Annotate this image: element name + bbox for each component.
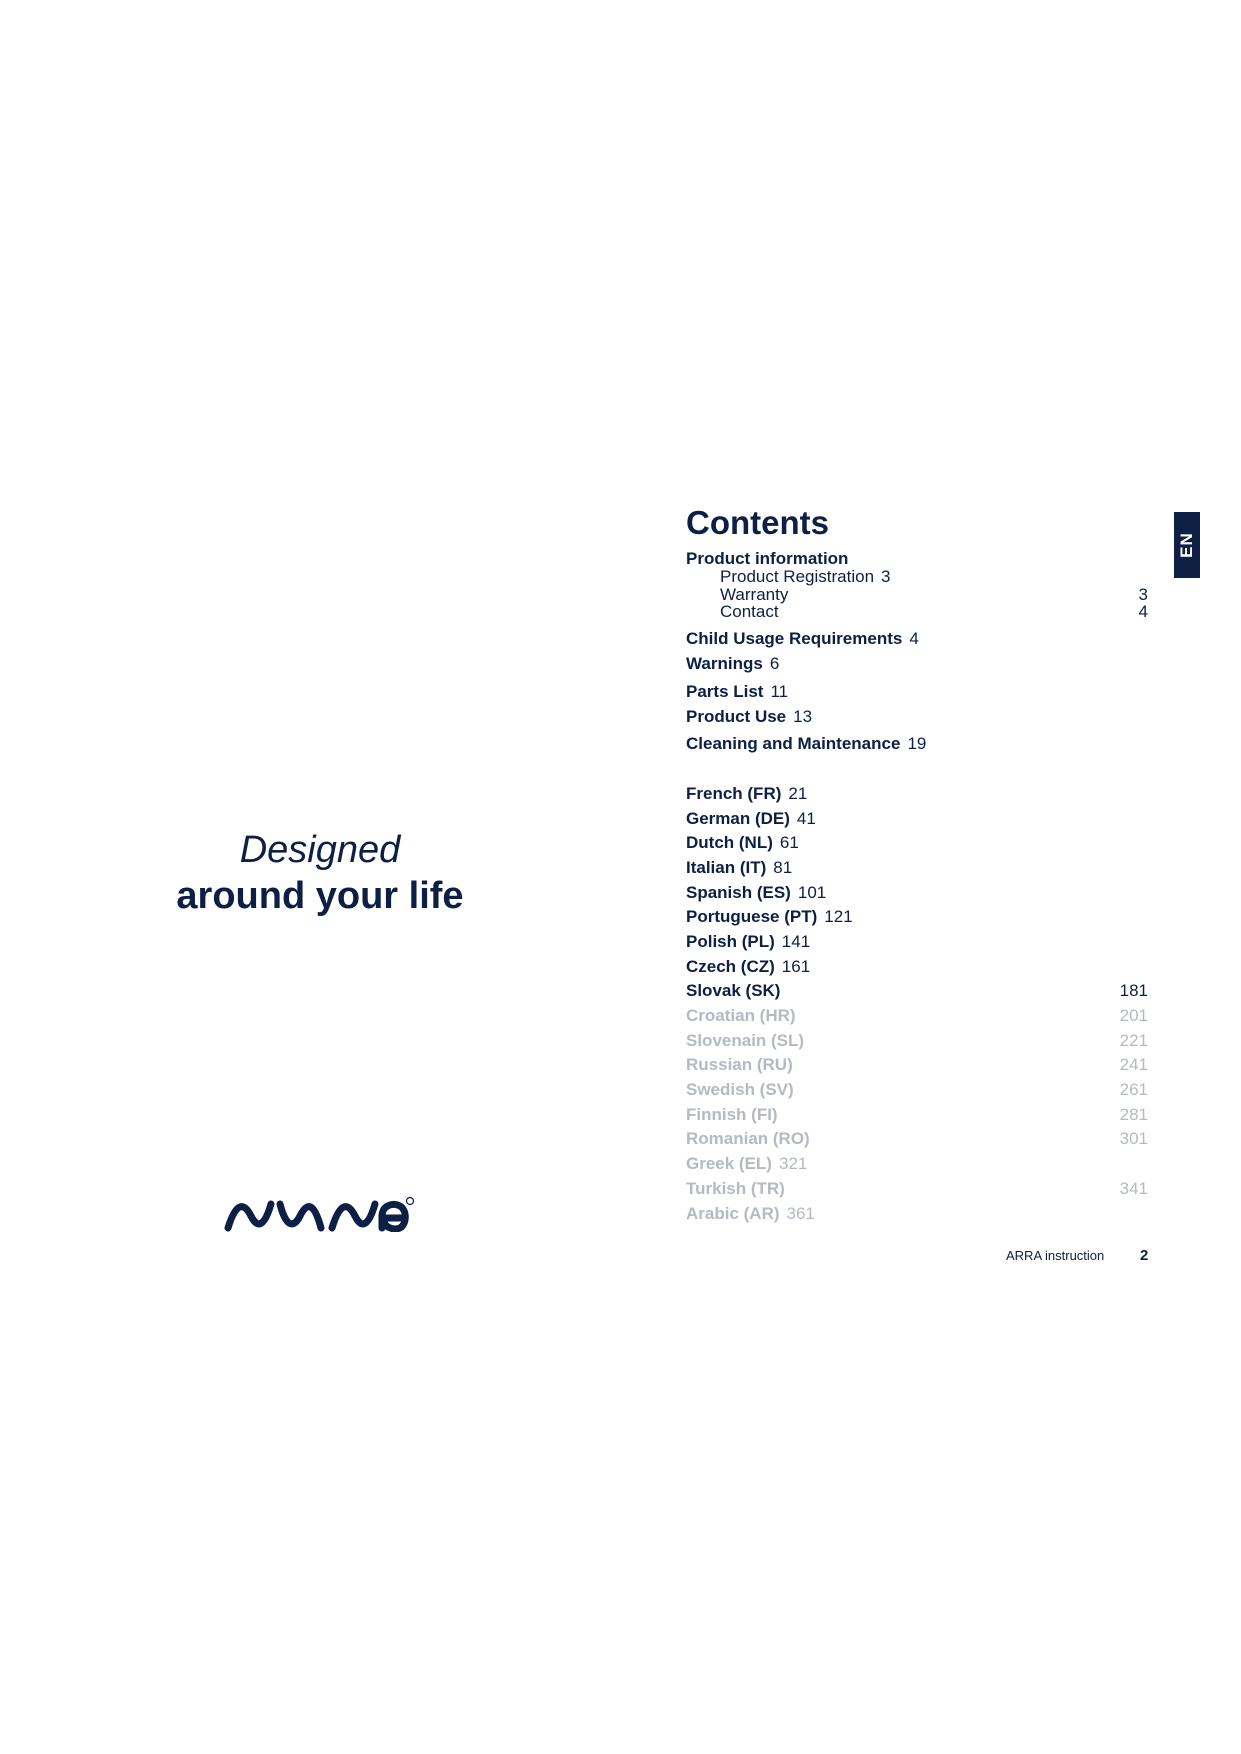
- toc-sub-item-contact[interactable]: Contact 4: [720, 602, 1148, 621]
- tagline-line-1: Designed: [239, 829, 401, 871]
- logo-a: [382, 1204, 405, 1228]
- toc-language-arabic[interactable]: Arabic (AR) 361: [686, 1204, 815, 1223]
- toc-language-french[interactable]: French (FR) 21: [686, 784, 808, 803]
- toc-sub-item-warranty[interactable]: Warranty 3: [720, 585, 1148, 604]
- toc-language-slovak[interactable]: Slovak (SK) 181: [686, 981, 1148, 1000]
- toc-language-russian[interactable]: Russian (RU) 241: [686, 1055, 1148, 1074]
- toc-language-slovenian[interactable]: Slovenain (SL) 221: [686, 1031, 1148, 1050]
- toc-item-parts-list[interactable]: Parts List 11: [686, 682, 789, 701]
- toc-language-polish[interactable]: Polish (PL) 141: [686, 932, 811, 951]
- toc-language-turkish[interactable]: Turkish (TR) 341: [686, 1179, 1148, 1198]
- toc-item-child-usage-requirements[interactable]: Child Usage Requirements 4: [686, 629, 919, 648]
- toc-language-spanish[interactable]: Spanish (ES) 101: [686, 883, 827, 902]
- toc-item-warnings[interactable]: Warnings 6: [686, 654, 780, 673]
- toc-language-german[interactable]: German (DE) 41: [686, 809, 816, 828]
- toc-language-romanian[interactable]: Romanian (RO) 301: [686, 1129, 1148, 1148]
- toc-language-swedish[interactable]: Swedish (SV) 261: [686, 1080, 1148, 1099]
- toc-language-finnish[interactable]: Finnish (FI) 281: [686, 1105, 1148, 1124]
- language-side-tab-label: EN: [1177, 532, 1196, 558]
- language-side-tab: [1174, 512, 1200, 578]
- logo-stroke: [228, 1204, 375, 1228]
- tagline-line-2: around your life: [176, 875, 464, 917]
- toc-section-label: Product information: [686, 549, 849, 568]
- contents-title: Contents: [686, 504, 829, 541]
- toc-sub-item-product-registration[interactable]: Product Registration 3: [720, 567, 891, 586]
- footer-page-number: 2: [1140, 1247, 1149, 1264]
- toc-language-greek[interactable]: Greek (EL) 321: [686, 1154, 808, 1173]
- toc-language-croatian[interactable]: Croatian (HR) 201: [686, 1006, 1148, 1025]
- registered-mark: [407, 1198, 414, 1205]
- nuna-logo: [224, 1196, 414, 1232]
- footer-doc-title: ARRA instruction: [1006, 1248, 1105, 1263]
- toc-language-czech[interactable]: Czech (CZ) 161: [686, 957, 811, 976]
- toc-language-italian[interactable]: Italian (IT) 81: [686, 858, 793, 877]
- toc-language-portuguese[interactable]: Portuguese (PT) 121: [686, 907, 853, 926]
- toc-item-cleaning-and-maintenance[interactable]: Cleaning and Maintenance 19: [686, 734, 927, 753]
- toc-item-product-use[interactable]: Product Use 13: [686, 707, 813, 726]
- toc-language-dutch[interactable]: Dutch (NL) 61: [686, 833, 799, 852]
